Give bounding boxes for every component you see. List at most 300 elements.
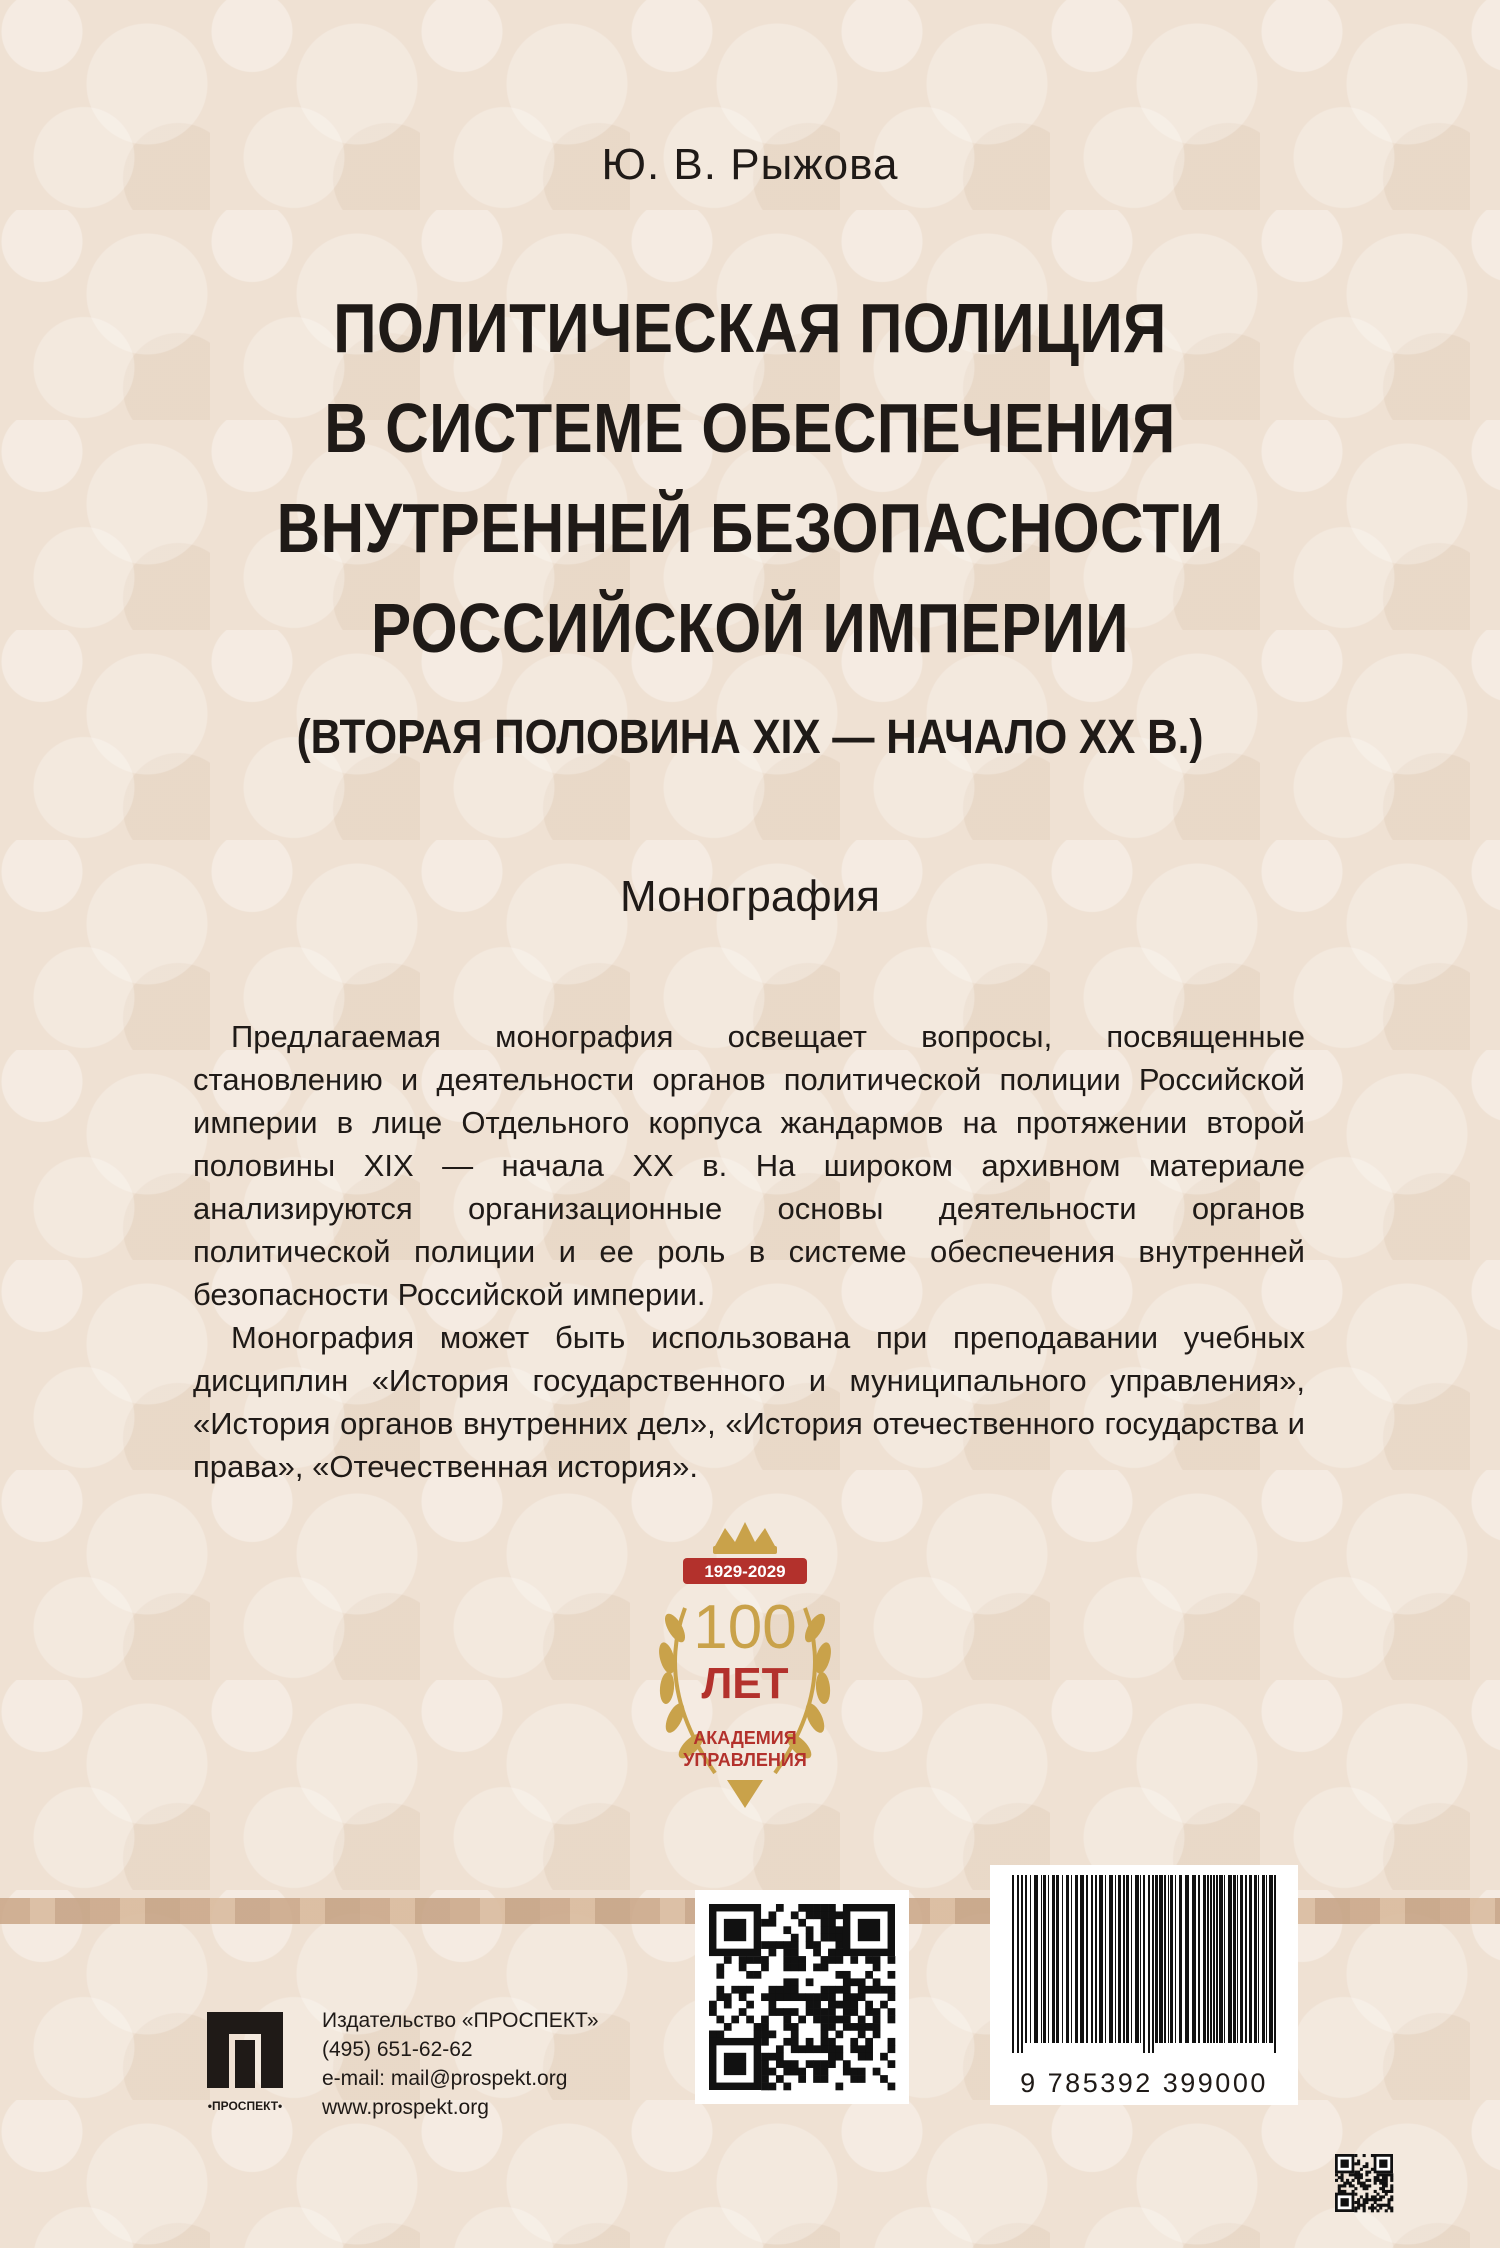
qr-module — [1360, 2168, 1363, 2171]
qr-module — [821, 1986, 829, 1994]
qr-module — [1368, 2198, 1371, 2201]
qr-module — [769, 1919, 777, 1927]
qr-module — [858, 2023, 866, 2031]
publisher-name: Издательство «ПРОСПЕКТ» — [322, 2009, 599, 2032]
qr-module — [783, 2060, 791, 2068]
qr-module — [1387, 2206, 1390, 2209]
qr-module — [880, 2001, 888, 2009]
qr-module — [739, 1993, 747, 2001]
qr-module — [716, 2016, 724, 2024]
barcode-bar — [1245, 1875, 1247, 2043]
qr-module — [873, 2008, 881, 2016]
qr-module — [1365, 2195, 1368, 2198]
qr-module — [1363, 2198, 1366, 2201]
qr-module — [858, 1993, 866, 2001]
qr-module — [828, 1986, 836, 1994]
qr-module — [1379, 2179, 1382, 2182]
crown-icon — [713, 1522, 777, 1554]
qr-module — [783, 1941, 791, 1949]
qr-module — [1371, 2168, 1374, 2171]
qr-module — [716, 2030, 724, 2038]
qr-module — [1390, 2187, 1393, 2190]
barcode-bar — [1266, 1875, 1267, 2043]
qr-module — [873, 2023, 881, 2031]
publisher-email: e-mail: mail@prospekt.org — [322, 2067, 568, 2090]
qr-module — [1371, 2206, 1374, 2209]
qr-module — [1365, 2198, 1368, 2201]
qr-module — [828, 2038, 836, 2046]
publisher-website: www.prospekt.org — [322, 2096, 489, 2119]
small-qr-code-icon — [1333, 2152, 1395, 2214]
qr-module — [850, 2008, 858, 2016]
qr-module — [821, 1934, 829, 1942]
barcode-bar — [1219, 1875, 1223, 2043]
barcode-bar — [1048, 1875, 1049, 2043]
barcode-bar — [1075, 1875, 1078, 2043]
qr-code-graphic — [695, 1890, 909, 2104]
qr-module — [850, 2038, 858, 2046]
barcode-bar — [1237, 1875, 1238, 2043]
qr-module — [783, 2068, 791, 2076]
qr-module — [873, 1978, 881, 1986]
qr-module — [821, 2030, 829, 2038]
qr-module — [791, 1978, 799, 1986]
qr-module — [776, 1941, 784, 1949]
qr-module — [1385, 2209, 1388, 2212]
qr-module — [761, 2023, 769, 2031]
qr-module — [798, 1956, 806, 1964]
qr-module — [1365, 2173, 1368, 2176]
qr-module — [813, 2045, 821, 2053]
qr-module — [1376, 2173, 1379, 2176]
qr-module — [783, 1993, 791, 2001]
qr-module — [1379, 2187, 1382, 2190]
qr-module — [828, 2053, 836, 2061]
barcode-bar — [1170, 1875, 1173, 2043]
qr-module — [888, 2083, 896, 2091]
qr-module — [1357, 2160, 1360, 2163]
barcode-bar — [1258, 1875, 1259, 2043]
qr-module — [776, 1904, 784, 1912]
barcode-bar — [1148, 1875, 1150, 2053]
qr-module — [835, 2001, 843, 2009]
qr-module — [858, 2045, 866, 2053]
qr-module — [806, 2045, 814, 2053]
qr-module — [798, 2075, 806, 2083]
qr-module — [1363, 2184, 1366, 2187]
qr-finder-pattern — [1335, 2193, 1354, 2212]
qr-module — [850, 2001, 858, 2009]
qr-module — [783, 1949, 791, 1957]
barcode-bar — [1140, 1875, 1141, 2043]
qr-module — [828, 1926, 836, 1934]
barcode-bar — [1123, 1875, 1125, 2043]
qr-module — [1379, 2182, 1382, 2185]
qr-module — [813, 1949, 821, 1957]
qr-module — [769, 2053, 777, 2061]
qr-module — [850, 1978, 858, 1986]
barcode-bar — [1274, 1875, 1276, 2053]
qr-module — [828, 2023, 836, 2031]
qr-module — [865, 2045, 873, 2053]
qr-module — [1385, 2182, 1388, 2185]
qr-module — [888, 1993, 896, 2001]
barcode-bar — [1254, 1875, 1257, 2043]
qr-module — [1390, 2173, 1393, 2176]
qr-module — [865, 2001, 873, 2009]
qr-module — [761, 2075, 769, 2083]
qr-module — [1354, 2171, 1357, 2174]
barcode-bar — [1071, 1875, 1072, 2043]
qr-module — [754, 1956, 762, 1964]
qr-module — [1379, 2195, 1382, 2198]
qr-module — [828, 1911, 836, 1919]
barcode-bar — [1041, 1875, 1042, 2043]
qr-module — [776, 2008, 784, 2016]
qr-module — [1374, 2179, 1377, 2182]
qr-module — [1390, 2195, 1393, 2198]
qr-module — [813, 1911, 821, 1919]
qr-finder-pattern — [1374, 2154, 1393, 2173]
qr-module — [1357, 2182, 1360, 2185]
barcode-bar — [1056, 1875, 1059, 2043]
qr-module — [1390, 2179, 1393, 2182]
qr-module — [835, 1956, 843, 1964]
qr-module — [850, 2075, 858, 2083]
qr-module — [858, 1986, 866, 1994]
qr-module — [843, 1986, 851, 1994]
barcode-bar — [1185, 1875, 1189, 2043]
qr-module — [1365, 2162, 1368, 2165]
barcode-bar — [1109, 1875, 1113, 2043]
qr-module — [1385, 2190, 1388, 2193]
qr-module — [1382, 2173, 1385, 2176]
qr-module — [888, 1971, 896, 1979]
qr-module — [835, 2016, 843, 2024]
qr-module — [1382, 2187, 1385, 2190]
qr-module — [821, 2008, 829, 2016]
qr-module — [1335, 2173, 1338, 2176]
qr-module — [1357, 2206, 1360, 2209]
qr-module — [791, 2023, 799, 2031]
qr-module — [1363, 2206, 1366, 2209]
barcode-bar — [1240, 1875, 1243, 2043]
qr-module — [761, 1956, 769, 1964]
barcode-bar — [1198, 1875, 1200, 2043]
qr-module — [821, 2023, 829, 2031]
qr-module — [1374, 2190, 1377, 2193]
qr-module — [761, 2030, 769, 2038]
barcode-bar — [1017, 1875, 1019, 2053]
barcode-bar — [1115, 1875, 1116, 2043]
qr-module — [739, 1986, 747, 1994]
qr-module — [1390, 2190, 1393, 2193]
qr-module — [1338, 2184, 1341, 2187]
qr-module — [761, 1964, 769, 1972]
qr-module — [724, 2023, 732, 2031]
qr-module — [791, 1956, 799, 1964]
barcode-bar — [1126, 1875, 1129, 2043]
qr-module — [873, 1986, 881, 1994]
qr-module — [716, 1986, 724, 1994]
qr-module — [843, 2016, 851, 2024]
qr-module — [1365, 2179, 1368, 2182]
qr-module — [791, 2008, 799, 2016]
qr-module — [828, 1949, 836, 1957]
qr-module — [791, 1986, 799, 1994]
qr-module — [858, 2075, 866, 2083]
qr-module — [1385, 2179, 1388, 2182]
qr-module — [761, 1919, 769, 1927]
barcode-bar — [1043, 1875, 1046, 2043]
title-line: В СИСТЕМЕ ОБЕСПЕЧЕНИЯ — [324, 389, 1176, 467]
qr-module — [783, 1964, 791, 1972]
qr-module — [798, 1904, 806, 1912]
qr-module — [828, 2060, 836, 2068]
qr-module — [1357, 2162, 1360, 2165]
qr-module — [761, 2016, 769, 2024]
qr-module — [850, 2023, 858, 2031]
qr-module — [1365, 2201, 1368, 2204]
qr-module — [791, 1941, 799, 1949]
annotation-paragraph: Монография может быть использована при преподавании учебных дисциплин «История государственного и муниципального управления», «История органов внутренних дел», «История отечественного государства и права», «Отечественная история». — [193, 1320, 1305, 1484]
qr-module — [1363, 2182, 1366, 2185]
qr-module — [746, 1956, 754, 1964]
qr-module — [1341, 2184, 1344, 2187]
qr-module — [806, 1911, 814, 1919]
qr-module — [1357, 2204, 1360, 2207]
barcode-bar — [1118, 1875, 1121, 2043]
qr-module — [1387, 2173, 1390, 2176]
qr-module — [1357, 2201, 1360, 2204]
qr-module — [843, 2008, 851, 2016]
qr-module — [888, 1986, 896, 1994]
qr-module — [1357, 2179, 1360, 2182]
barcode-bar — [1135, 1875, 1139, 2043]
qr-module — [843, 2023, 851, 2031]
qr-module — [783, 1926, 791, 1934]
qr-module — [850, 2068, 858, 2076]
qr-module — [769, 1941, 777, 1949]
qr-module — [716, 1993, 724, 2001]
qr-module — [769, 2001, 777, 2009]
qr-module — [821, 2060, 829, 2068]
qr-module — [746, 1971, 754, 1979]
qr-module — [1387, 2198, 1390, 2201]
qr-module — [1387, 2204, 1390, 2207]
small-qr-graphic — [1333, 2152, 1395, 2214]
qr-module — [888, 1956, 896, 1964]
qr-module — [1363, 2201, 1366, 2204]
qr-module — [791, 1993, 799, 2001]
qr-module — [1390, 2206, 1393, 2209]
qr-module — [828, 1956, 836, 1964]
qr-module — [821, 2075, 829, 2083]
qr-module — [1385, 2193, 1388, 2196]
qr-module — [1341, 2190, 1344, 2193]
qr-module — [873, 1956, 881, 1964]
qr-module — [806, 1926, 814, 1934]
title-line: ВНУТРЕННЕЙ БЕЗОПАСНОСТИ — [276, 489, 1224, 567]
emblem-years: 1929-2029 — [704, 1562, 786, 1581]
qr-module — [1365, 2193, 1368, 2196]
qr-module — [754, 2030, 762, 2038]
qr-module — [843, 1978, 851, 1986]
qr-module — [806, 2060, 814, 2068]
qr-module — [769, 2008, 777, 2016]
barcode-bar — [1099, 1875, 1103, 2043]
qr-finder-pattern — [843, 1904, 895, 1956]
author-name: Ю. В. Рыжова — [601, 140, 899, 189]
qr-module — [1371, 2154, 1374, 2157]
qr-module — [835, 1926, 843, 1934]
qr-module — [1354, 2176, 1357, 2179]
qr-module — [873, 2016, 881, 2024]
qr-module — [724, 2001, 732, 2009]
qr-module — [776, 2060, 784, 2068]
emblem-point — [727, 1780, 763, 1808]
qr-module — [783, 2038, 791, 2046]
qr-module — [791, 1934, 799, 1942]
qr-module — [1382, 2184, 1385, 2187]
annotation-paragraph: Предлагаемая монография освещает вопросы, посвященные становлению и деятельности органов политической полиции Российской империи в лице Отдельного корпуса жандармов на протяжении второй половины XIX — начала XX в. На широком архивном материале анализируются организационные основы деятельности органов политической полиции и ее роль в системе обеспечения внутренней безопасности Российской империи. — [193, 1019, 1305, 1312]
qr-module — [798, 1964, 806, 1972]
barcode-bar — [1159, 1875, 1163, 2043]
qr-module — [1341, 2173, 1344, 2176]
qr-module — [813, 2068, 821, 2076]
qr-module — [791, 2060, 799, 2068]
qr-module — [791, 2038, 799, 2046]
qr-module — [821, 1926, 829, 1934]
qr-module — [821, 2045, 829, 2053]
qr-module — [1363, 2154, 1366, 2157]
barcode-bar — [1034, 1875, 1038, 2043]
qr-module — [1382, 2182, 1385, 2185]
qr-module — [731, 2016, 739, 2024]
qr-module — [783, 2023, 791, 2031]
qr-module — [1354, 2154, 1357, 2157]
barcode-bar — [1025, 1875, 1027, 2043]
emblem-number: 100 — [693, 1593, 797, 1662]
qr-module — [709, 2030, 717, 2038]
qr-module — [724, 1956, 732, 1964]
barcode-bar — [1095, 1875, 1097, 2043]
qr-module — [1346, 2179, 1349, 2182]
qr-module — [724, 1993, 732, 2001]
qr-module — [1354, 2209, 1357, 2212]
qr-module — [754, 2023, 762, 2031]
qr-finder-pattern — [1335, 2154, 1354, 2173]
qr-module — [1363, 2209, 1366, 2212]
qr-module — [813, 2001, 821, 2009]
qr-module — [1360, 2182, 1363, 2185]
qr-finder-pattern — [709, 2038, 761, 2090]
qr-module — [798, 1919, 806, 1927]
qr-module — [1354, 2162, 1357, 2165]
qr-module — [783, 1986, 791, 1994]
qr-module — [806, 1904, 814, 1912]
qr-module — [1382, 2190, 1385, 2193]
qr-module — [865, 1971, 873, 1979]
qr-module — [1335, 2179, 1338, 2182]
book-subtitle: (ВТОРАЯ ПОЛОВИНА XIX — НАЧАЛО XX В.) — [296, 711, 1204, 764]
barcode — [990, 1865, 1298, 2105]
barcode-bar — [1203, 1875, 1206, 2043]
qr-module — [813, 1941, 821, 1949]
qr-module — [1354, 2187, 1357, 2190]
barcode-icon — [990, 1865, 1298, 2055]
qr-module — [843, 2068, 851, 2076]
qr-module — [1346, 2182, 1349, 2185]
qr-module — [761, 1941, 769, 1949]
barcode-bar — [1269, 1875, 1273, 2043]
qr-module — [806, 2038, 814, 2046]
qr-module — [835, 2045, 843, 2053]
qr-module — [888, 2060, 896, 2068]
qr-module — [754, 1971, 762, 1979]
book-title — [105, 278, 1395, 678]
qr-module — [739, 1964, 747, 1972]
qr-module — [843, 1971, 851, 1979]
barcode-bar — [1262, 1875, 1265, 2043]
qr-module — [813, 1993, 821, 2001]
qr-module — [1382, 2179, 1385, 2182]
qr-module — [1363, 2204, 1366, 2207]
title-line: ПОЛИТИЧЕСКАЯ ПОЛИЦИЯ — [333, 289, 1167, 367]
barcode-bar — [1021, 1875, 1023, 2053]
qr-module — [761, 2068, 769, 2076]
emblem-word: ЛЕТ — [701, 1659, 789, 1708]
qr-module — [716, 1971, 724, 1979]
qr-module — [828, 1919, 836, 1927]
qr-module — [1338, 2187, 1341, 2190]
qr-module — [813, 1904, 821, 1912]
qr-module — [769, 2030, 777, 2038]
barcode-bar — [1152, 1875, 1154, 2053]
qr-module — [828, 2016, 836, 2024]
qr-module — [1354, 2201, 1357, 2204]
qr-module — [888, 2008, 896, 2016]
qr-module — [813, 2016, 821, 2024]
barcode-bar — [1192, 1875, 1196, 2043]
qr-module — [813, 1964, 821, 1972]
qr-module — [761, 2083, 769, 2091]
emblem-org-line2: УПРАВЛЕНИЯ — [683, 1750, 807, 1770]
qr-module — [1365, 2184, 1368, 2187]
qr-module — [1379, 2198, 1382, 2201]
qr-module — [731, 1986, 739, 1994]
barcode-bar — [1066, 1875, 1069, 2043]
qr-module — [1379, 2206, 1382, 2209]
qr-module — [880, 2053, 888, 2061]
qr-module — [1338, 2190, 1341, 2193]
qr-module — [783, 2083, 791, 2091]
qr-module — [783, 2016, 791, 2024]
qr-module — [1357, 2176, 1360, 2179]
qr-module — [806, 1941, 814, 1949]
qr-module — [858, 1978, 866, 1986]
qr-module — [1376, 2179, 1379, 2182]
qr-module — [1368, 2206, 1371, 2209]
qr-module — [783, 1956, 791, 1964]
qr-module — [865, 2008, 873, 2016]
barcode-bar — [1228, 1875, 1232, 2043]
qr-module — [769, 1986, 777, 1994]
qr-module — [746, 1986, 754, 1994]
qr-module — [1341, 2179, 1344, 2182]
qr-module — [1376, 2193, 1379, 2196]
qr-module — [1374, 2182, 1377, 2185]
